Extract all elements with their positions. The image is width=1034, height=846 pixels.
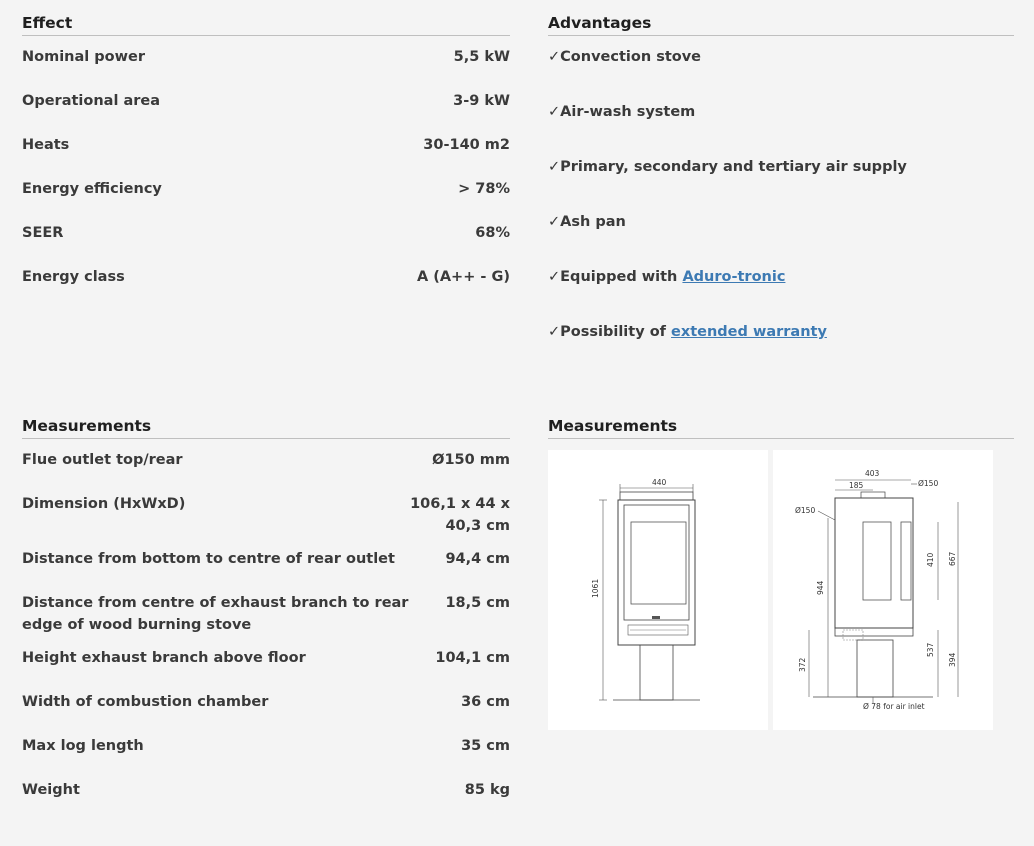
measurements-row-value: 104,1 cm (435, 650, 510, 666)
measurements-row (22, 779, 510, 801)
check-icon: ✓ (548, 214, 561, 230)
measurements-row-label: Weight (22, 782, 80, 798)
front-view-drawing (548, 450, 768, 730)
advantage-text: Air-wash system (560, 104, 696, 120)
measurements-row (22, 493, 510, 537)
advantage-item (548, 266, 785, 288)
effect-row-value: A (A++ - G) (416, 269, 510, 285)
side-view-svg (773, 450, 993, 730)
effect-row-label: Energy efficiency (22, 181, 162, 197)
advantages-section (548, 13, 1014, 353)
check-icon: ✓ (548, 159, 561, 175)
advantage-link[interactable]: extended warranty (671, 324, 827, 340)
advantage-text: Convection stove (560, 49, 702, 65)
check-icon: ✓ (548, 49, 561, 65)
effect-rows (22, 46, 510, 288)
drawings-section (548, 416, 1014, 439)
effect-row (22, 178, 510, 200)
advantage-item (548, 156, 907, 178)
measurements-section (22, 416, 510, 801)
effect-row (22, 90, 510, 112)
side-537-label: 537 (926, 642, 935, 657)
effect-row (22, 266, 510, 288)
measurements-row-value: 35 cm (461, 738, 510, 754)
effect-row-value: 68% (475, 225, 510, 241)
measurements-row (22, 735, 510, 757)
measurements-rows (22, 449, 510, 801)
advantage-text: Possibility of (560, 324, 672, 340)
measurements-row (22, 449, 510, 471)
front-width-label: 440 (652, 478, 667, 487)
measurements-row (22, 647, 510, 669)
advantage-text: Equipped with (560, 269, 683, 285)
measurements-row-value: Ø150 mm (432, 452, 510, 468)
check-icon: ✓ (548, 324, 561, 340)
side-depth-label: 403 (865, 469, 880, 478)
measurements-row-value: 85 kg (464, 782, 510, 798)
measurements-row-label: Flue outlet top/rear (22, 452, 183, 468)
effect-row-label: Operational area (22, 93, 161, 109)
measurements-row (22, 548, 510, 570)
advantage-text: Primary, secondary and tertiary air supply (560, 159, 907, 175)
drawings-heading: Measurements (548, 416, 1014, 439)
side-flue-top-label: Ø150 (918, 479, 939, 488)
check-icon: ✓ (548, 269, 561, 285)
measurements-row-value: 94,4 cm (445, 551, 510, 567)
effect-row (22, 46, 510, 68)
effect-row-value: 3-9 kW (453, 93, 510, 109)
measurements-row-value: 106,1 x 44 x 40,3 cm (410, 496, 510, 534)
effect-section (22, 13, 510, 288)
effect-row-value: 30-140 m2 (423, 137, 510, 153)
measurements-row-value: 18,5 cm (445, 595, 510, 611)
side-view-drawing (773, 450, 993, 730)
effect-row-label: Nominal power (22, 49, 146, 65)
effect-row (22, 222, 510, 244)
advantage-item (548, 211, 626, 233)
measurements-row-label: Width of combustion chamber (22, 694, 269, 710)
effect-row-label: SEER (22, 225, 64, 241)
side-667-label: 667 (948, 551, 957, 566)
effect-row-value: > 78% (458, 181, 510, 197)
side-offset-label: 185 (849, 481, 864, 490)
measurements-row-label: Distance from centre of exhaust branch to rear edge of wood burning stove (22, 595, 409, 633)
measurements-heading: Measurements (22, 416, 510, 439)
measurements-row-value: 36 cm (461, 694, 510, 710)
side-410-label: 410 (926, 552, 935, 567)
effect-row (22, 134, 510, 156)
advantage-item (548, 321, 827, 343)
advantages-heading: Advantages (548, 13, 1014, 36)
measurements-row (22, 691, 510, 713)
side-372-label: 372 (798, 657, 807, 672)
effect-row-label: Heats (22, 137, 70, 153)
measurements-row (22, 592, 510, 636)
front-height-label: 1061 (591, 578, 600, 598)
effect-row-label: Energy class (22, 269, 125, 285)
measurements-row-label: Height exhaust branch above floor (22, 650, 306, 666)
advantage-link[interactable]: Aduro-tronic (682, 269, 786, 285)
measurements-row-label: Dimension (HxWxD) (22, 496, 186, 512)
side-air-inlet-label: Ø 78 for air inlet (863, 702, 925, 711)
advantage-item (548, 46, 701, 68)
front-view-svg (548, 450, 768, 730)
check-icon: ✓ (548, 104, 561, 120)
effect-row-value: 5,5 kW (453, 49, 510, 65)
side-944-label: 944 (816, 580, 825, 595)
measurements-row-label: Distance from bottom to centre of rear outlet (22, 551, 395, 567)
advantage-item (548, 101, 695, 123)
effect-heading: Effect (22, 13, 510, 36)
side-394-label: 394 (948, 652, 957, 667)
measurements-row-label: Max log length (22, 738, 144, 754)
side-flue-rear-label: Ø150 (795, 506, 816, 515)
advantage-text: Ash pan (560, 214, 626, 230)
